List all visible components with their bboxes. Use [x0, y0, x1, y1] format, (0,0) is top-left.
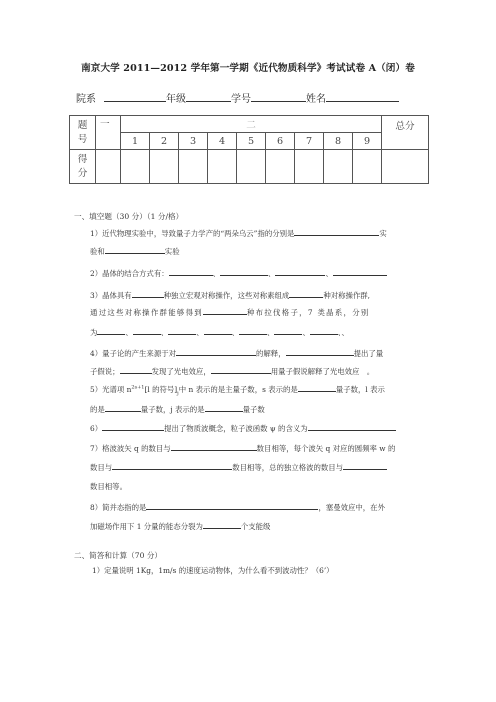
- answer-blank[interactable]: [289, 290, 323, 298]
- answer-blank[interactable]: [211, 366, 271, 374]
- student-info-row: [76, 90, 399, 105]
- answer-blank[interactable]: [343, 462, 387, 470]
- subquestion-number: 4: [208, 133, 237, 150]
- subquestion-number: 1: [121, 133, 150, 150]
- question-3-line-1: 3）晶体具有 种独立宏观对称操作，这些对称素组成 种对称操作群,: [90, 291, 371, 300]
- student-id-label: 学号: [231, 94, 251, 105]
- subquestion-number: 5: [237, 133, 266, 150]
- answer-blank[interactable]: [146, 502, 318, 510]
- subquestion-number: 7: [295, 133, 324, 150]
- department-blank[interactable]: [104, 92, 166, 102]
- question-3-line-3: 为 、 、 、 、 、 、 、、: [90, 328, 349, 337]
- subquestion-number: 2: [150, 133, 179, 150]
- question-4-line-1: 4）量子论的产生来源于对 的解释， 提出了量: [90, 349, 384, 358]
- department-label: 院系: [76, 94, 96, 105]
- answer-blank[interactable]: [176, 348, 256, 356]
- answer-blank[interactable]: [333, 268, 387, 276]
- score-table: [69, 115, 429, 184]
- score-cell[interactable]: [353, 150, 382, 184]
- question-2: 2）晶体的结合方式有： 、 、 、: [90, 268, 387, 279]
- part-two-header: 二: [121, 116, 382, 133]
- score-cell[interactable]: [208, 150, 237, 184]
- answer-blank[interactable]: [205, 404, 243, 412]
- subquestion-number: 9: [353, 133, 382, 150]
- question-7-line-1: 7）格波波矢 q 的数目与 数目相等，每个波矢 q 对应的圆频率 w 的: [90, 444, 396, 453]
- answer-blank[interactable]: [169, 268, 213, 276]
- student-id-blank[interactable]: [251, 92, 306, 102]
- answer-blank[interactable]: [105, 246, 165, 254]
- part-one-header: 一: [96, 116, 121, 150]
- question-5-line-2: 的是 量子数，j 表示的是 量子数: [90, 405, 265, 414]
- answer-blank[interactable]: [132, 290, 164, 298]
- score-cell[interactable]: [96, 150, 121, 184]
- answer-blank[interactable]: [274, 327, 302, 335]
- question-1-line-2: 验和 实验: [90, 247, 180, 256]
- score-cell[interactable]: [179, 150, 208, 184]
- answer-blank[interactable]: [102, 423, 164, 431]
- total-header: 总分: [382, 116, 429, 150]
- answer-blank[interactable]: [308, 423, 396, 431]
- score-cell[interactable]: [295, 150, 324, 184]
- score-cell[interactable]: [382, 150, 429, 184]
- question-6: 6） 提出了物质波概念，粒子波函数 ψ 的含义为: [90, 423, 396, 434]
- answer-blank[interactable]: [204, 327, 232, 335]
- answer-blank[interactable]: [203, 521, 241, 529]
- answer-blank[interactable]: [133, 327, 161, 335]
- answer-blank[interactable]: [203, 307, 247, 315]
- answer-blank[interactable]: [105, 404, 141, 412]
- question-1-line-1: 1）近代物理实验中，导致量子力学产的“两朵乌云”指的分别是 实: [90, 229, 387, 238]
- subquestion-number: 8: [324, 133, 353, 150]
- score-cell[interactable]: [150, 150, 179, 184]
- section-one-heading: 一、填空题（30 分）（1 分/格）: [74, 212, 184, 221]
- question-7-line-3: 数目相等。: [90, 482, 127, 491]
- question-number-header: 题 号: [70, 116, 96, 150]
- name-blank[interactable]: [326, 92, 399, 102]
- answer-blank[interactable]: [171, 443, 257, 451]
- question-4-line-2: 子假说； 发现了光电效应， 用量子假说解释了光电效应 。: [90, 367, 375, 376]
- score-cell[interactable]: [324, 150, 353, 184]
- section-two-heading: 二、简答和计算（70 分）: [74, 551, 163, 560]
- grade-label: 年级: [166, 94, 186, 105]
- answer-blank[interactable]: [120, 366, 152, 374]
- question-7-line-2: 数目与 数目相等，总的独立格波的数目与: [90, 462, 387, 473]
- name-label: 姓名: [306, 94, 326, 105]
- question-5-line-1: 5）光谱项 $n^{2s+1}[l$ 的符号]$_j$中 n 表示的是主量子数，s 表示的是 量子数，l 表示: [90, 384, 385, 397]
- answer-blank[interactable]: [220, 268, 268, 276]
- answer-blank[interactable]: [298, 384, 336, 392]
- question-8-line-2: 加磁场作用下 1 分量的能态分裂为 个支能级: [90, 522, 271, 531]
- answer-blank[interactable]: [112, 462, 232, 470]
- subquestion-number: 6: [266, 133, 295, 150]
- answer-blank[interactable]: [168, 327, 196, 335]
- subquestion-number: 3: [179, 133, 208, 150]
- question-8-line-1: 8）简并态指的是 ，塞曼效应中，在外: [90, 503, 385, 512]
- answer-blank[interactable]: [97, 327, 125, 335]
- question-3-line-2: 通过这些对称操作群能够得到 种布拉伐格子，7 类晶系，分别: [90, 308, 370, 317]
- answer-blank[interactable]: [310, 327, 338, 335]
- grade-blank[interactable]: [186, 92, 231, 102]
- section-two-question-1: 1）定量说明 1Kg，1m/s 的速度运动物体，为什么看不到波动性？（6’）: [92, 566, 334, 575]
- score-row-header: 得 分: [70, 150, 96, 184]
- answer-blank[interactable]: [275, 268, 325, 276]
- answer-blank[interactable]: [239, 327, 267, 335]
- score-cell[interactable]: [121, 150, 150, 184]
- exam-title: 南京大学 2011—2012 学年第一学期《近代物质科学》考试试卷 A（闭）卷: [81, 63, 415, 74]
- answer-blank[interactable]: [294, 228, 379, 236]
- answer-blank[interactable]: [286, 348, 354, 356]
- score-cell[interactable]: [266, 150, 295, 184]
- score-cell[interactable]: [237, 150, 266, 184]
